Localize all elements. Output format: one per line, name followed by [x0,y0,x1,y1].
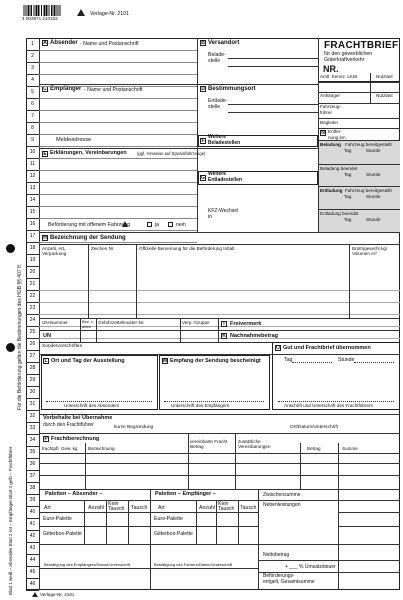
row-number: 27 [29,353,36,359]
section-e-letter: E [43,151,47,157]
fcol-summe: Summe [342,446,358,451]
row-number-divider [26,278,39,279]
section-a-letter: A [43,40,47,46]
absender-label: Absender [50,40,78,46]
row-number: 35 [29,449,36,455]
vorbehalte-2: durch den Frachtführer [43,422,94,428]
row-number-divider [26,554,39,555]
writing-line [39,206,197,207]
row-number-divider [26,254,39,255]
beladung-beendet: Beladung beendet [320,166,358,171]
row-number: 13 [29,185,36,191]
row-number-divider [26,410,39,411]
row-number-divider [26,86,39,87]
row-number-divider [26,398,39,399]
sondervorschriften-label: Sondervorschriften [42,344,83,349]
ort-datum-unterschrift: Ort/Datum/Unterschrift [290,425,338,430]
anhaenger-label: Anhänger [320,93,340,98]
pal-bestaetigung-fahrer: Bestätigung des Fahrers/Datum/Unterschrift [154,562,233,567]
row-number: 11 [29,161,36,167]
ausstellung-label: Ort und Tag der Ausstellung [51,358,125,364]
row-number: 45 [29,569,36,575]
tag-1: Tag [344,148,352,153]
pal-keintausch-1: Kein Tausch [108,501,125,512]
row-number: 38 [29,485,36,491]
row-number: 5 [31,89,34,95]
row-number: 2 [31,53,34,59]
section-l-letter: L [44,358,48,364]
verp-gruppe-label: Verp.-Gruppe [182,320,210,325]
barcode-number: 4 002871 210102 [22,16,58,21]
nettobetrag-label: Nettobetrag [263,552,290,558]
pal-anzahl-2: Anzahl [199,505,215,511]
writing-line [39,242,197,243]
row-number-divider [26,530,39,531]
pal-art-2: Art [158,505,165,511]
row-number-divider [26,98,39,99]
row-number-divider [26,62,39,63]
fahrzeug-bereitgestellt-1: Fahrzeug bereitgestellt [345,142,392,147]
writing-line [39,158,197,159]
entfernung-label: Entfer- nung km [328,129,346,140]
stunde-3: Stunde [366,194,381,199]
pal-bestaetigung-empf: Bestätigung des Empfängers/Datum/Unterschrift [44,562,130,567]
row-number: 29 [29,377,36,383]
entladung-label: Entladung [320,188,343,193]
row-number: 8 [31,125,34,131]
nachnahme-label: Nachnahmebetrag [230,333,278,339]
pal-tausch-2: Tausch [240,505,257,511]
offenes-fahrzeug-label: Beförderung mit offenem Fahrzeug [48,222,131,228]
punch-hole [6,244,15,253]
col-zeichen: Zeichen Nr. [91,246,115,251]
section-b-letter: B [201,40,205,46]
beladestelle-label: Belade- stelle [208,52,226,64]
fcol-bezeichnung: Bezeichnung [88,446,115,451]
writing-line [39,50,197,51]
row-number-divider [26,338,39,339]
row-number-divider [26,518,39,519]
row-number-divider [26,50,39,51]
warning-triangle-icon [122,221,128,227]
row-number-divider [26,194,39,195]
row-number-divider [26,494,39,495]
gefahrzettel-label: Gefahrzettelmuster-Nr. [98,320,145,325]
row-number-divider [26,230,39,231]
row-number: 22 [29,293,36,299]
begleiter-label: Begleiter [320,120,339,125]
pal-tausch-1: Tausch [131,505,148,511]
row-number: 43 [29,545,36,551]
empfaenger-label: Empfänger [50,86,82,92]
writing-line [39,170,197,171]
ust-label: + ___ % Umsatzsteuer [285,564,336,570]
empfaenger-sub: - Name und Postanschrift [84,87,143,93]
section-c-letter: C [43,86,47,92]
row-number: 25 [29,329,36,335]
nebenleistungen-label: Nebenleistungen [263,502,301,508]
fcol-vereinbart: vereinbarte Fracht Betrag [190,439,228,449]
u-absender-label: Unterschrift des Absenders [64,403,120,408]
row-number-divider [26,542,39,543]
barcode [23,5,61,16]
section-m-letter: M [163,358,168,364]
footer-ref: Verlage-Nr. 2101 [40,592,75,597]
row-number: 26 [29,341,36,347]
row-number-divider [26,590,39,591]
row-number-divider [26,506,39,507]
pal-art-1: Art [44,505,51,511]
nein-label: nein [176,222,186,228]
erklaerungen-label: Erklärungen, Vereinbarungen [50,150,127,156]
row-number: 9 [31,137,34,143]
writing-line [39,86,197,87]
ja-checkbox[interactable] [147,222,152,227]
gitterbox-1: Gitterbox-Palette [43,531,82,537]
un-nummer-label: UN-Nummer [42,320,68,325]
writing-line [39,98,197,99]
row-number-divider [26,302,39,303]
row-number-divider [26,434,39,435]
weitere-entladestellen: Weitere Entladestellen [208,171,242,183]
entladung-beendet: Entladung beendet [320,211,359,216]
row-number: 18 [29,245,36,251]
row-number-divider [26,566,39,567]
euro-palette-1: Euro-Palette [43,516,72,522]
o-stunde-label: Stunde [338,357,355,363]
fcol-gewicht: frachtpfl. Gew. kg [42,446,78,451]
gitterbox-2: Gitterbox-Palette [154,531,193,537]
sendung-row-line [39,302,400,303]
row-number: 16 [29,221,36,227]
footer-logo-icon [32,592,38,597]
row-number: 24 [29,317,36,323]
bestimmungsort-label: Bestimmungsort [208,86,256,92]
sendung-row-line [39,290,400,291]
kfz-wechsel-label: KFZ-Wechsel in [208,208,239,220]
writing-line [39,146,197,147]
row-number-divider [26,74,39,75]
row-number: 31 [29,401,36,407]
row-number-divider [26,386,39,387]
writing-line [39,74,197,75]
row-number: 3 [31,65,34,71]
row-number: 36 [29,461,36,467]
row-number-divider [26,350,39,351]
un-label: UN [43,333,51,339]
fcol-zusaetzlich: zusätzliche Vereinbarungen [238,439,271,449]
section-d-letter: D [201,86,205,92]
row-number: 34 [29,437,36,443]
paletten-empfaenger: Paletten – Empfänger – [155,491,216,497]
tag-3: Tag [344,194,352,199]
fahrzeug-bereitgestellt-2: Fahrzeug bereitgestellt [345,188,392,193]
row-number-divider [26,110,39,111]
row-number: 12 [29,173,36,179]
row-number: 33 [29,425,36,431]
section-p-letter: P [44,436,48,442]
zwischensumme-label: Zwischensumme [263,492,301,498]
freivermerk-label: Freivermerk [230,321,262,327]
stunde-1: Stunde [366,148,381,153]
row-number: 7 [31,113,34,119]
versandort-label: Versandort [208,40,240,46]
row-number-divider [26,158,39,159]
nein-checkbox[interactable] [168,222,173,227]
row-number-divider [26,362,39,363]
writing-line [39,194,197,195]
gesamtsumme-label: Beförderungs- entgelt, Gesamtsumme [263,573,315,585]
nutzlast-2-label: Nutzlast [376,93,393,98]
col-benennung: Offizielle Benennung für die Beförderung Inhalt [139,246,235,251]
row-number: 17 [29,233,36,239]
row-number-divider [26,134,39,135]
row-number: 42 [29,533,36,539]
row-number: 40 [29,509,36,515]
row-number-divider [26,578,39,579]
euro-palette-2: Euro-Palette [154,516,183,522]
absender-sub: - Name und Postanschrift [80,41,139,47]
row-number-divider [26,470,39,471]
row-number: 15 [29,209,36,215]
nutzlast-label: Nutzlast [376,74,393,79]
row-number-divider [26,326,39,327]
row-number: 14 [29,197,36,203]
row-number-divider [26,290,39,291]
writing-line [39,230,197,231]
section-f-letter: F [201,138,205,144]
row-number-divider [26,206,39,207]
row-number-divider [26,374,39,375]
row-number-divider [26,242,39,243]
row-number: 19 [29,257,36,263]
row-number: 4 [31,77,34,83]
empfang-label: Empfang der Sendung bescheinigt [170,358,261,364]
u-frachtfuehrer-label: Anschrift und Unterschrift des Frachtführers [284,403,373,408]
sendung-label: Bezeichnung der Sendung [50,235,126,241]
vorbehalte-1: Vorbehalte bei Übernahme [43,415,113,421]
erklaerungen-sub: (ggf. Hinweise auf Spezialfahrzeuge) [137,151,206,156]
publisher-logo-icon [77,9,85,16]
row-number-divider [26,170,39,171]
section-k-letter: K [222,333,226,339]
row-number: 28 [29,365,36,371]
kurze-begruendung: kurze Begründung [114,425,154,430]
tag-4: Tag [344,217,352,222]
row-number: 10 [29,149,36,155]
uebernommen-label: Gut und Frachtbrief übernommen [283,345,371,351]
section-g-letter: G [201,175,205,181]
row-number-divider [26,218,39,219]
punch-hole [6,343,15,352]
nr-label: NR. [323,64,339,74]
pal-keintausch-2: Kein Tausch [218,501,235,512]
frachtberechnung-label: Frachtberechnung [51,436,100,442]
writing-line [39,62,197,63]
row-number-divider [26,482,39,483]
row-number-divider [26,458,39,459]
subtitle-2: Güterkraftverkehr [324,57,365,63]
entladestelle-label: Entlade- stelle [208,98,228,110]
row-number-divider [26,446,39,447]
stunde-4: Stunde [366,217,381,222]
weitere-beladestellen: Weitere Beladestellen [208,134,241,146]
row-number: 41 [29,521,36,527]
row-number-divider [26,182,39,183]
beladung-label: Beladung [320,142,341,147]
col-gewicht: Bruttogewicht kg/ Volumen m³ [352,246,388,256]
row-number-divider [26,266,39,267]
writing-line [39,110,197,111]
writing-line [39,134,197,135]
copies-vertical-text: Blatt 1 weiß – Absender Blatt 2 rot – Empfänger Blatt 3 gelb – Frachtführer [8,446,13,595]
writing-line [39,218,197,219]
section-n-letter: N [321,130,325,136]
row-number-divider [26,314,39,315]
tag-2: Tag [344,172,352,177]
fcol-betrag: Betrag [307,446,321,451]
row-number: 1 [31,41,34,47]
row-number-divider [26,122,39,123]
row-number: 32 [29,413,36,419]
row-number: 44 [29,557,36,563]
row-number-divider [26,146,39,147]
row-number: 23 [29,305,36,311]
fahrzeugfuehrer-label: Fahrzeug- führer [320,104,341,115]
row-number: 21 [29,281,36,287]
bez-oben-label: Bez. v. oben [82,319,94,329]
stunde-2: Stunde [366,172,381,177]
terms-vertical-text: Für die Beförderung gelten die Bestimmungen des HGB §§ 407 ff. [17,263,23,410]
row-number: 20 [29,269,36,275]
row-number: 46 [29,581,36,587]
subtitle-1: für den gewerblichen [324,51,373,57]
row-number: 37 [29,473,36,479]
amtl-kennz-label: Amtl. Kennz. LKW [320,74,358,79]
col-anzahl: Anzahl, Art, Verpackung [42,246,67,256]
row-number: 39 [29,497,36,503]
ja-label: ja [155,222,160,228]
row-number: 6 [31,101,34,107]
form-title: FRACHTBRIEF [324,40,399,51]
o-tag-label: Tag [284,357,293,363]
sendung-row-line [39,338,400,339]
section-h-letter: H [43,235,47,241]
writing-line [39,122,197,123]
meldeadresse-label: Meldeadresse [56,137,92,143]
row-number-divider [26,422,39,423]
row-number: 30 [29,389,36,395]
section-o-letter: O [276,345,280,351]
u-empfaenger-label: Unterschrift des Empfängers [171,403,230,408]
pal-anzahl-1: Anzahl [88,505,104,511]
section-i-letter: I [221,321,227,327]
paletten-absender: Paletten – Absender – [45,491,103,497]
writing-line [39,182,197,183]
publisher-ref: Verlage-Nr. 2101 [90,11,129,17]
sendung-row-line [39,314,400,315]
